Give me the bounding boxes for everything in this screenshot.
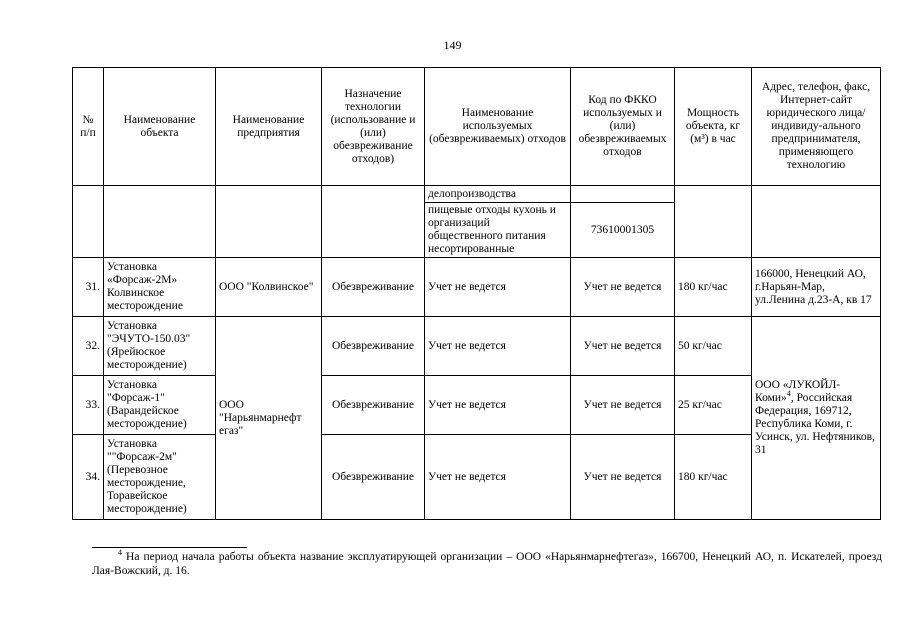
cell-empty <box>216 186 322 258</box>
cell-object: Установка "ЭЧУТО-150.03" (Ярейюское месторождение) <box>104 317 216 376</box>
cell-num: 32. <box>73 317 104 376</box>
cell-empty <box>675 186 752 258</box>
header-enterprise: Наименование предприятия <box>216 68 322 186</box>
cell-capacity: 180 кг/час <box>675 258 752 317</box>
header-address: Адрес, телефон, факс, Интернет-сайт юридического лица/индивиду-ального предпринимателя, применяющего технологию <box>752 68 881 186</box>
cell-waste-food: пищевые отходы кухонь и организаций общественного питания несортированные <box>425 203 571 258</box>
cell-capacity: 180 кг/час <box>675 435 752 520</box>
table-row-continuation <box>73 186 881 203</box>
cell-enterprise-merged: ООО "Нарьянмарнефт егаз" <box>216 317 322 520</box>
cell-fkko: Учет не ведется <box>571 317 675 376</box>
cell-num: 31. <box>73 258 104 317</box>
cell-waste: Учет не ведется <box>425 376 571 435</box>
cell-purpose: Обезвреживание <box>322 258 425 317</box>
cell-num: 34. <box>73 435 104 520</box>
cell-enterprise: ООО "Колвинское" <box>216 258 322 317</box>
cell-empty <box>322 186 425 258</box>
header-capacity: Мощность объекта, кг (м³) в час <box>675 68 752 186</box>
cell-waste: Учет не ведется <box>425 258 571 317</box>
address-details: , Российская Федерация, 169712, Республика Коми, г. Усинск, ул. Нефтяников, 31 <box>755 392 875 456</box>
cell-fkko: Учет не ведется <box>571 258 675 317</box>
cell-object: Установка «Форсаж-2М» Колвинское месторождение <box>104 258 216 317</box>
cell-capacity: 50 кг/час <box>675 317 752 376</box>
cell-waste-continuation: делопроизводства <box>425 186 571 203</box>
cell-fkko-code: 73610001305 <box>571 203 675 258</box>
cell-waste: Учет не ведется <box>425 317 571 376</box>
address-company: ООО «ЛУКОЙЛ-Коми» <box>755 379 841 404</box>
footnote-separator <box>92 547 247 548</box>
cell-purpose: Обезвреживание <box>322 317 425 376</box>
table-row <box>73 317 881 376</box>
cell-waste: Учет не ведется <box>425 435 571 520</box>
cell-address: 166000, Ненецкий АО, г.Нарьян-Мар, ул.Ленина д.23-А, кв 17 <box>752 258 881 317</box>
cell-purpose: Обезвреживание <box>322 435 425 520</box>
header-waste: Наименование используемых (обезвреживаемых) отходов <box>425 68 571 186</box>
cell-fkko: Учет не ведется <box>571 376 675 435</box>
cell-fkko: Учет не ведется <box>571 435 675 520</box>
waste-technology-table <box>72 67 881 520</box>
cell-object: Установка ""Форсаж-2м" (Перевозное месторождение, Торавейское месторождение) <box>104 435 216 520</box>
cell-empty <box>73 186 104 258</box>
page-number: 149 <box>443 38 462 52</box>
footnote-ref: 4 <box>786 389 791 399</box>
header-purpose: Назначение технологии (использование и (или) обезвреживание отходов) <box>322 68 425 186</box>
cell-num: 33. <box>73 376 104 435</box>
table-header-row <box>73 68 881 186</box>
cell-object: Установка "Форсаж-1" (Варандейское месторождение) <box>104 376 216 435</box>
footnote-mark: 4 <box>118 548 122 558</box>
cell-purpose: Обезвреживание <box>322 376 425 435</box>
cell-empty <box>752 186 881 258</box>
cell-empty <box>104 186 216 258</box>
cell-capacity: 25 кг/час <box>675 376 752 435</box>
header-object: Наименование объекта <box>104 68 216 186</box>
cell-address-merged <box>752 317 881 520</box>
header-fkko: Код по ФККО используемых и (или) обезвреживаемых отходов <box>571 68 675 186</box>
footnote-text: На период начала работы объекта название эксплуатирующей организации – ООО «Нарьянмарнефтегаз», 166700, Ненецкий АО, п. Искателей, проезд Лая-Вожский, д. 16. <box>92 551 882 577</box>
header-num: № п/п <box>73 68 104 186</box>
cell-empty <box>571 186 675 203</box>
footnote <box>92 550 882 578</box>
table-row <box>73 258 881 317</box>
